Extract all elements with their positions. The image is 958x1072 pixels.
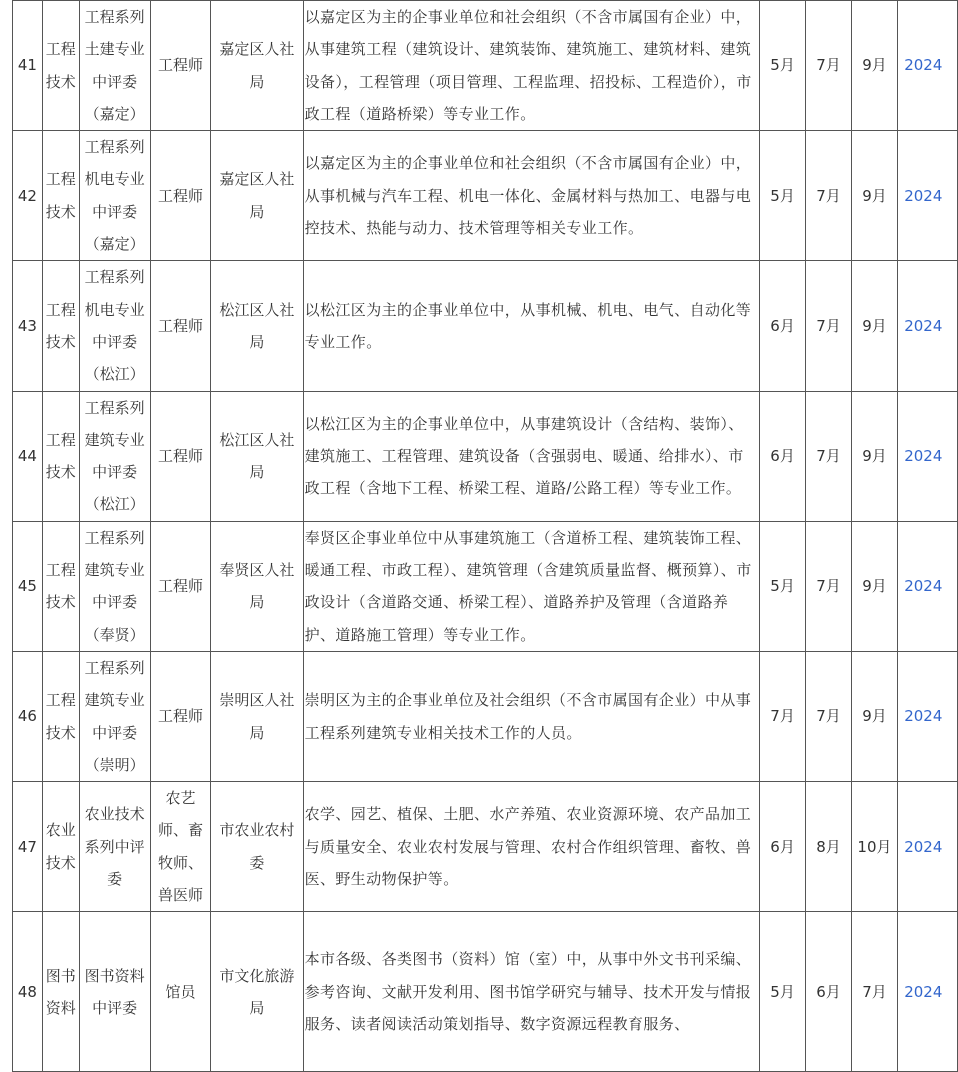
row-year-link[interactable]: 2024 — [898, 261, 958, 391]
row-organization: 嘉定区人社局 — [211, 1, 303, 131]
table-row — [13, 651, 958, 781]
row-year-link[interactable]: 2024 — [898, 782, 958, 912]
row-month-2: 7月 — [806, 1, 851, 131]
row-committee: 图书资料中评委 — [79, 912, 150, 1072]
row-month-2: 7月 — [806, 391, 851, 521]
row-number: 46 — [13, 651, 43, 781]
row-committee: 农业技术系列中评委 — [79, 782, 150, 912]
row-committee: 工程系列建筑专业中评委（松江） — [79, 391, 150, 521]
row-year-link[interactable]: 2024 — [898, 521, 958, 651]
table-row — [13, 261, 958, 391]
row-number: 48 — [13, 912, 43, 1072]
row-scope: 以嘉定区为主的企事业单位和社会组织（不含市属国有企业）中，从事建筑工程（建筑设计、建筑装饰、建筑施工、建筑材料、建筑设备），工程管理（项目管理、工程监理、招投标、工程造价），市政工程（道路桥梁）等专业工作。 — [303, 1, 759, 131]
table-row — [13, 1, 958, 131]
row-month-3: 10月 — [851, 782, 898, 912]
row-category: 工程技术 — [42, 1, 79, 131]
row-title: 工程师 — [150, 131, 210, 261]
row-scope: 以松江区为主的企事业单位中，从事建筑设计（含结构、装饰）、建筑施工、工程管理、建筑设备（含强弱电、暖通、给排水）、市政工程（含地下工程、桥梁工程、道路/公路工程）等专业工作。 — [303, 391, 759, 521]
row-category: 农业技术 — [42, 782, 79, 912]
row-month-1: 5月 — [759, 912, 805, 1072]
row-organization: 嘉定区人社局 — [211, 131, 303, 261]
row-committee: 工程系列机电专业中评委（嘉定） — [79, 131, 150, 261]
table-row — [13, 391, 958, 521]
row-month-1: 5月 — [759, 521, 805, 651]
row-organization: 松江区人社局 — [211, 391, 303, 521]
row-month-1: 6月 — [759, 261, 805, 391]
row-month-1: 5月 — [759, 131, 805, 261]
row-scope: 以松江区为主的企事业单位中，从事机械、机电、电气、自动化等专业工作。 — [303, 261, 759, 391]
row-month-1: 6月 — [759, 391, 805, 521]
row-organization: 市农业农村委 — [211, 782, 303, 912]
row-scope: 农学、园艺、植保、土肥、水产养殖、农业资源环境、农产品加工与质量安全、农业农村发展与管理、农村合作组织管理、畜牧、兽医、野生动物保护等。 — [303, 782, 759, 912]
row-category: 工程技术 — [42, 521, 79, 651]
row-month-3: 9月 — [851, 391, 898, 521]
row-number: 45 — [13, 521, 43, 651]
row-category: 图书资料 — [42, 912, 79, 1072]
row-month-2: 8月 — [806, 782, 851, 912]
table-row — [13, 131, 958, 261]
row-month-1: 6月 — [759, 782, 805, 912]
row-month-2: 7月 — [806, 521, 851, 651]
row-month-3: 9月 — [851, 1, 898, 131]
row-organization: 松江区人社局 — [211, 261, 303, 391]
row-committee: 工程系列土建专业中评委（嘉定） — [79, 1, 150, 131]
row-scope: 奉贤区企事业单位中从事建筑施工（含道桥工程、建筑装饰工程、暖通工程、市政工程）、建筑管理（含建筑质量监督、概预算）、市政设计（含道路交通、桥梁工程）、道路养护及管理（含道路养护、道路施工管理）等专业工作。 — [303, 521, 759, 651]
row-number: 41 — [13, 1, 43, 131]
row-number: 43 — [13, 261, 43, 391]
row-committee: 工程系列建筑专业中评委（崇明） — [79, 651, 150, 781]
schedule-table — [12, 0, 958, 1072]
row-month-3: 7月 — [851, 912, 898, 1072]
row-title: 工程师 — [150, 521, 210, 651]
row-month-2: 6月 — [806, 912, 851, 1072]
row-organization: 市文化旅游局 — [211, 912, 303, 1072]
row-committee: 工程系列建筑专业中评委（奉贤） — [79, 521, 150, 651]
row-title: 工程师 — [150, 261, 210, 391]
row-month-2: 7月 — [806, 261, 851, 391]
row-title: 馆员 — [150, 912, 210, 1072]
row-scope: 以嘉定区为主的企事业单位和社会组织（不含市属国有企业）中，从事机械与汽车工程、机电一体化、金属材料与热加工、电器与电控技术、热能与动力、技术管理等相关专业工作。 — [303, 131, 759, 261]
row-category: 工程技术 — [42, 261, 79, 391]
row-month-1: 5月 — [759, 1, 805, 131]
row-scope: 本市各级、各类图书（资料）馆（室）中，从事中外文书刊采编、参考咨询、文献开发利用、图书馆学研究与辅导、技术开发与情报服务、读者阅读活动策划指导、数字资源远程教育服务、 — [303, 912, 759, 1072]
row-number: 47 — [13, 782, 43, 912]
table-row — [13, 782, 958, 912]
row-category: 工程技术 — [42, 391, 79, 521]
table-row — [13, 521, 958, 651]
row-year-link[interactable]: 2024 — [898, 651, 958, 781]
row-month-2: 7月 — [806, 651, 851, 781]
row-scope: 崇明区为主的企事业单位及社会组织（不含市属国有企业）中从事工程系列建筑专业相关技术工作的人员。 — [303, 651, 759, 781]
row-organization: 崇明区人社局 — [211, 651, 303, 781]
row-number: 42 — [13, 131, 43, 261]
row-year-link[interactable]: 2024 — [898, 391, 958, 521]
row-year-link[interactable]: 2024 — [898, 131, 958, 261]
row-year-link[interactable]: 2024 — [898, 1, 958, 131]
row-number: 44 — [13, 391, 43, 521]
row-month-3: 9月 — [851, 261, 898, 391]
row-month-3: 9月 — [851, 651, 898, 781]
row-category: 工程技术 — [42, 651, 79, 781]
table-row — [13, 912, 958, 1072]
row-title: 工程师 — [150, 1, 210, 131]
row-title: 农艺师、畜牧师、兽医师 — [150, 782, 210, 912]
row-organization: 奉贤区人社局 — [211, 521, 303, 651]
row-title: 工程师 — [150, 391, 210, 521]
row-title: 工程师 — [150, 651, 210, 781]
row-month-3: 9月 — [851, 131, 898, 261]
row-committee: 工程系列机电专业中评委（松江） — [79, 261, 150, 391]
row-month-2: 7月 — [806, 131, 851, 261]
row-month-3: 9月 — [851, 521, 898, 651]
row-month-1: 7月 — [759, 651, 805, 781]
row-year-link[interactable]: 2024 — [898, 912, 958, 1072]
row-category: 工程技术 — [42, 131, 79, 261]
